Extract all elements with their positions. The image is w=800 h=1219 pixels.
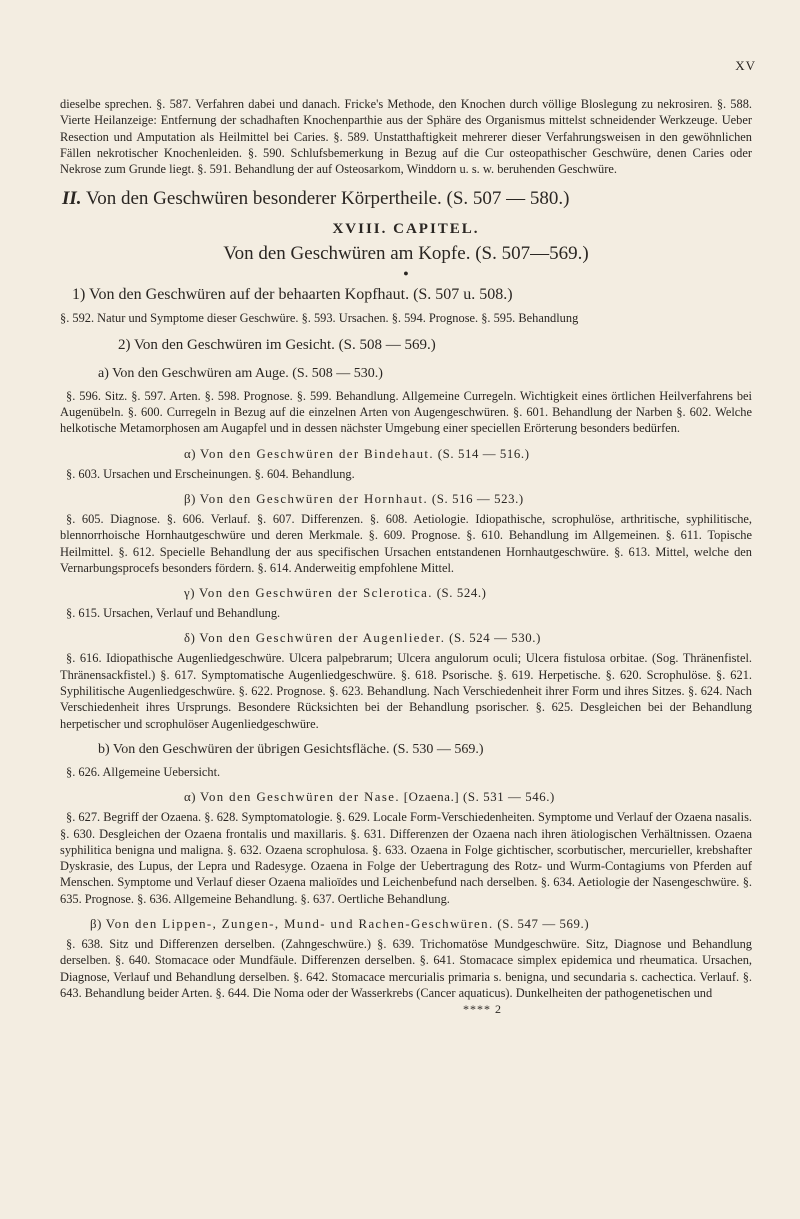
sub2a-heading: a) Von den Geschwüren am Auge. (S. 508 — 530.) xyxy=(98,365,383,381)
beta-text: §. 605. Diagnose. §. 606. Verlauf. §. 607. Differenzen. §. 608. Aetiologie. Idiopathische, scrophulöse, arthritische, syphilitische, blennorrhoische Hornhautgeschwüre und deren Merkmale. §. 609. Prognose. §. 610. Behandlung im Allgemeinen. §. 611. Topische Heilmittel. §. 612. Specielle Behandlung der aus specifischen Ursachen entstandenen Hornhautgeschwüre. §. 613. Mittel, welche den Vernarbungsprocefs besonders fördern. §. 614. Anderweitig empfohlene Mittel. xyxy=(60,511,752,575)
delta-prefix: δ) xyxy=(184,631,196,646)
b-alpha-title: Von den Geschwüren der Nase. xyxy=(199,790,400,805)
sub2b-text: §. 626. Allgemeine Uebersicht. xyxy=(66,764,221,779)
alpha-pages: (S. 514 — 516.) xyxy=(437,446,530,461)
gamma-title: Von den Geschwüren der Sclerotica. xyxy=(198,586,433,601)
delta-pages: (S. 524 — 530.) xyxy=(449,631,541,646)
sub2a-text: §. 596. Sitz. §. 597. Arten. §. 598. Prognose. §. 599. Behandlung. Allgemeine Curregeln. Wichtigkeit eines örtlichen Heilverfahrens bei Augenübeln. §. 600. Curregeln in Bezug auf die einzelnen Arten von Augengeschwüren. §. 601. Behandlung der Narben §. 602. Welche helkotische Metamorphosen am Augapfel und in dessen nächster Umgebung einer speciellen Erörterung besonders bedürfen. xyxy=(60,388,752,436)
b-beta-pages: (S. 547 — 569.) xyxy=(497,917,590,932)
b-beta-text: §. 638. Sitz und Differenzen derselben. (Zahngeschwüre.) §. 639. Trichomatöse Mundgeschwüre. Sitz, Diagnose und Behandlung derselben. §. 640. Stomacace oder Mundfäule. Differenzen derselben. §. 641. Stomacace simplex epidemica und rheumatica. Ursachen, Diagnose, Verlauf und Behandlung derselben. §. 642. Stomacace mercurialis primaria s. benigna, und secundaria s. cachectica. Verlauf. §. 643. Behandlung beider Arten. §. 644. Die Noma oder der Wasserkrebs (Cancer aquaticus). Dunkelheiten der pathogenetischen und xyxy=(60,937,752,1000)
alpha-text: §. 603. Ursachen und Erscheinungen. §. 604. Behandlung. xyxy=(66,466,355,481)
alpha-heading xyxy=(184,445,752,463)
sub2-heading: 2) Von den Geschwüren im Gesicht. (S. 508 — 569.) xyxy=(118,336,436,353)
alpha-title: Von den Geschwüren der Bindehaut. xyxy=(199,446,434,461)
b-beta-title: Von den Lippen-, Zungen-, Mund- und Rachen-Geschwüren. xyxy=(105,917,494,932)
page-number: XV xyxy=(735,58,756,73)
b-alpha-pages: [Ozaena.] (S. 531 — 546.) xyxy=(403,790,555,805)
delta-heading xyxy=(184,629,752,647)
beta-pages: (S. 516 — 523.) xyxy=(431,491,524,506)
gamma-heading xyxy=(184,584,752,602)
beta-heading xyxy=(184,490,752,508)
delta-text: §. 616. Idiopathische Augenliedgeschwüre. Ulcera palpebrarum; Ulcera angulorum oculi; Ulcera fistulosa orbitae. (Sog. Thränenfistel. Thränensackfistel.) §. 617. Symptomatische Augenliedgeschwüre. §. 618. Psorische. §. 619. Herpetische. §. 620. Scrophulöse. §. 621. Syphilitische Augenliedgeschwüre. §. 622. Prognose. §. 623. Behandlung. Nach Verschiedenheit ihrer Form und ihres Sitzes. §. 624. Nach Verschiedenheit ihres Ursprungs. Besondere Rücksichten bei der Behandlung psorischer. §. 625. Desgleichen bei der Behandlung herpetischer und scrophulöser Augenliedgeschwüre. xyxy=(60,651,752,731)
b-alpha-heading xyxy=(184,788,752,806)
b-alpha-prefix: α) xyxy=(184,790,197,805)
catchword: **** 2 xyxy=(463,1002,502,1017)
section-roman: II. xyxy=(62,188,82,210)
intro-paragraph: dieselbe sprechen. §. 587. Verfahren dabei und danach. Fricke's Methode, den Knochen durch völlige Bloslegung zu nekrosiren. §. 588. Vierte Heilanzeige: Entfernung der schadhaften Knochenparthie aus der Sphäre des Organismus mittelst schneidender Werkzeuge. Ueber Resection und Amputation als Heilmittel bei Caries. §. 589. Unstatthaftigkeit mehrerer dieser Verfahrungsweisen in den gewöhnlichen Fällen nekrotischer Knochenleiden. §. 590. Schlufsbemerkung in Bezug auf die Cur osteopathischer Geschwüre, denen Caries oder Nekrose zum Grunde liegt. §. 591. Behandlung der auf Osteosarkom, Winddorn u. s. w. beruhenden Geschwüre. xyxy=(60,97,752,177)
chapter-label: XVIII. CAPITEL. xyxy=(332,221,480,238)
beta-title: Von den Geschwüren der Hornhaut. xyxy=(199,491,429,506)
section-title: Von den Geschwüren besonderer Körpertheile. (S. 507 — 580.) xyxy=(85,188,570,210)
gamma-pages: (S. 524.) xyxy=(436,586,487,601)
sub2b-heading: b) Von den Geschwüren der übrigen Gesichtsfläche. (S. 530 — 569.) xyxy=(98,741,484,757)
beta-prefix: β) xyxy=(184,491,196,506)
content xyxy=(60,96,752,1017)
chapter-title: Von den Geschwüren am Kopfe. (S. 507—569.) xyxy=(223,243,589,265)
b-beta-heading xyxy=(90,915,752,933)
gamma-text: §. 615. Ursachen, Verlauf und Behandlung. xyxy=(66,606,281,621)
delta-title: Von den Geschwüren der Augenlieder. xyxy=(199,631,446,646)
sub1-text: §. 592. Natur und Symptome dieser Geschwüre. §. 593. Ursachen. §. 594. Prognose. §. 595. Behandlung xyxy=(60,311,579,326)
b-alpha-text: §. 627. Begriff der Ozaena. §. 628. Symptomatologie. §. 629. Locale Form-Verschiedenheiten. Symptome und Verlauf der Ozaena nasalis. §. 630. Desgleichen der Ozaena frontalis und maxillaris. §. 631. Differenzen der Ozaena nach ihren ätiologischen Verhältnissen. Ozaena syphilitica benigna und maligna. §. 632. Ozaena scrophulosa. §. 633. Ozaena in Folge gichtischer, scorbutischer, mercurieller, krebshafter Dyskrasie, des Lupus, der Lepra und Radesyge. Ozaena in Folge der Uebertragung des Rotz- und Wurm-Contagiums von Pferden auf Menschen. Symptome und Verlauf dieser Ozaena malioïdes und Leichenbefund nach derselben. §. 634. Aetiologie der Nasengeschwüre. §. 635. Prognose. §. 636. Allgemeine Behandlung. §. 637. Oertliche Behandlung. xyxy=(60,810,752,906)
chapter-ornament: ● xyxy=(403,268,409,279)
section-heading xyxy=(60,187,752,211)
gamma-prefix: γ) xyxy=(184,586,196,601)
sub1-heading: 1) Von den Geschwüren auf der behaarten Kopfhaut. (S. 507 u. 508.) xyxy=(72,286,513,304)
alpha-prefix: α) xyxy=(184,446,197,461)
b-beta-prefix: β) xyxy=(90,917,102,932)
